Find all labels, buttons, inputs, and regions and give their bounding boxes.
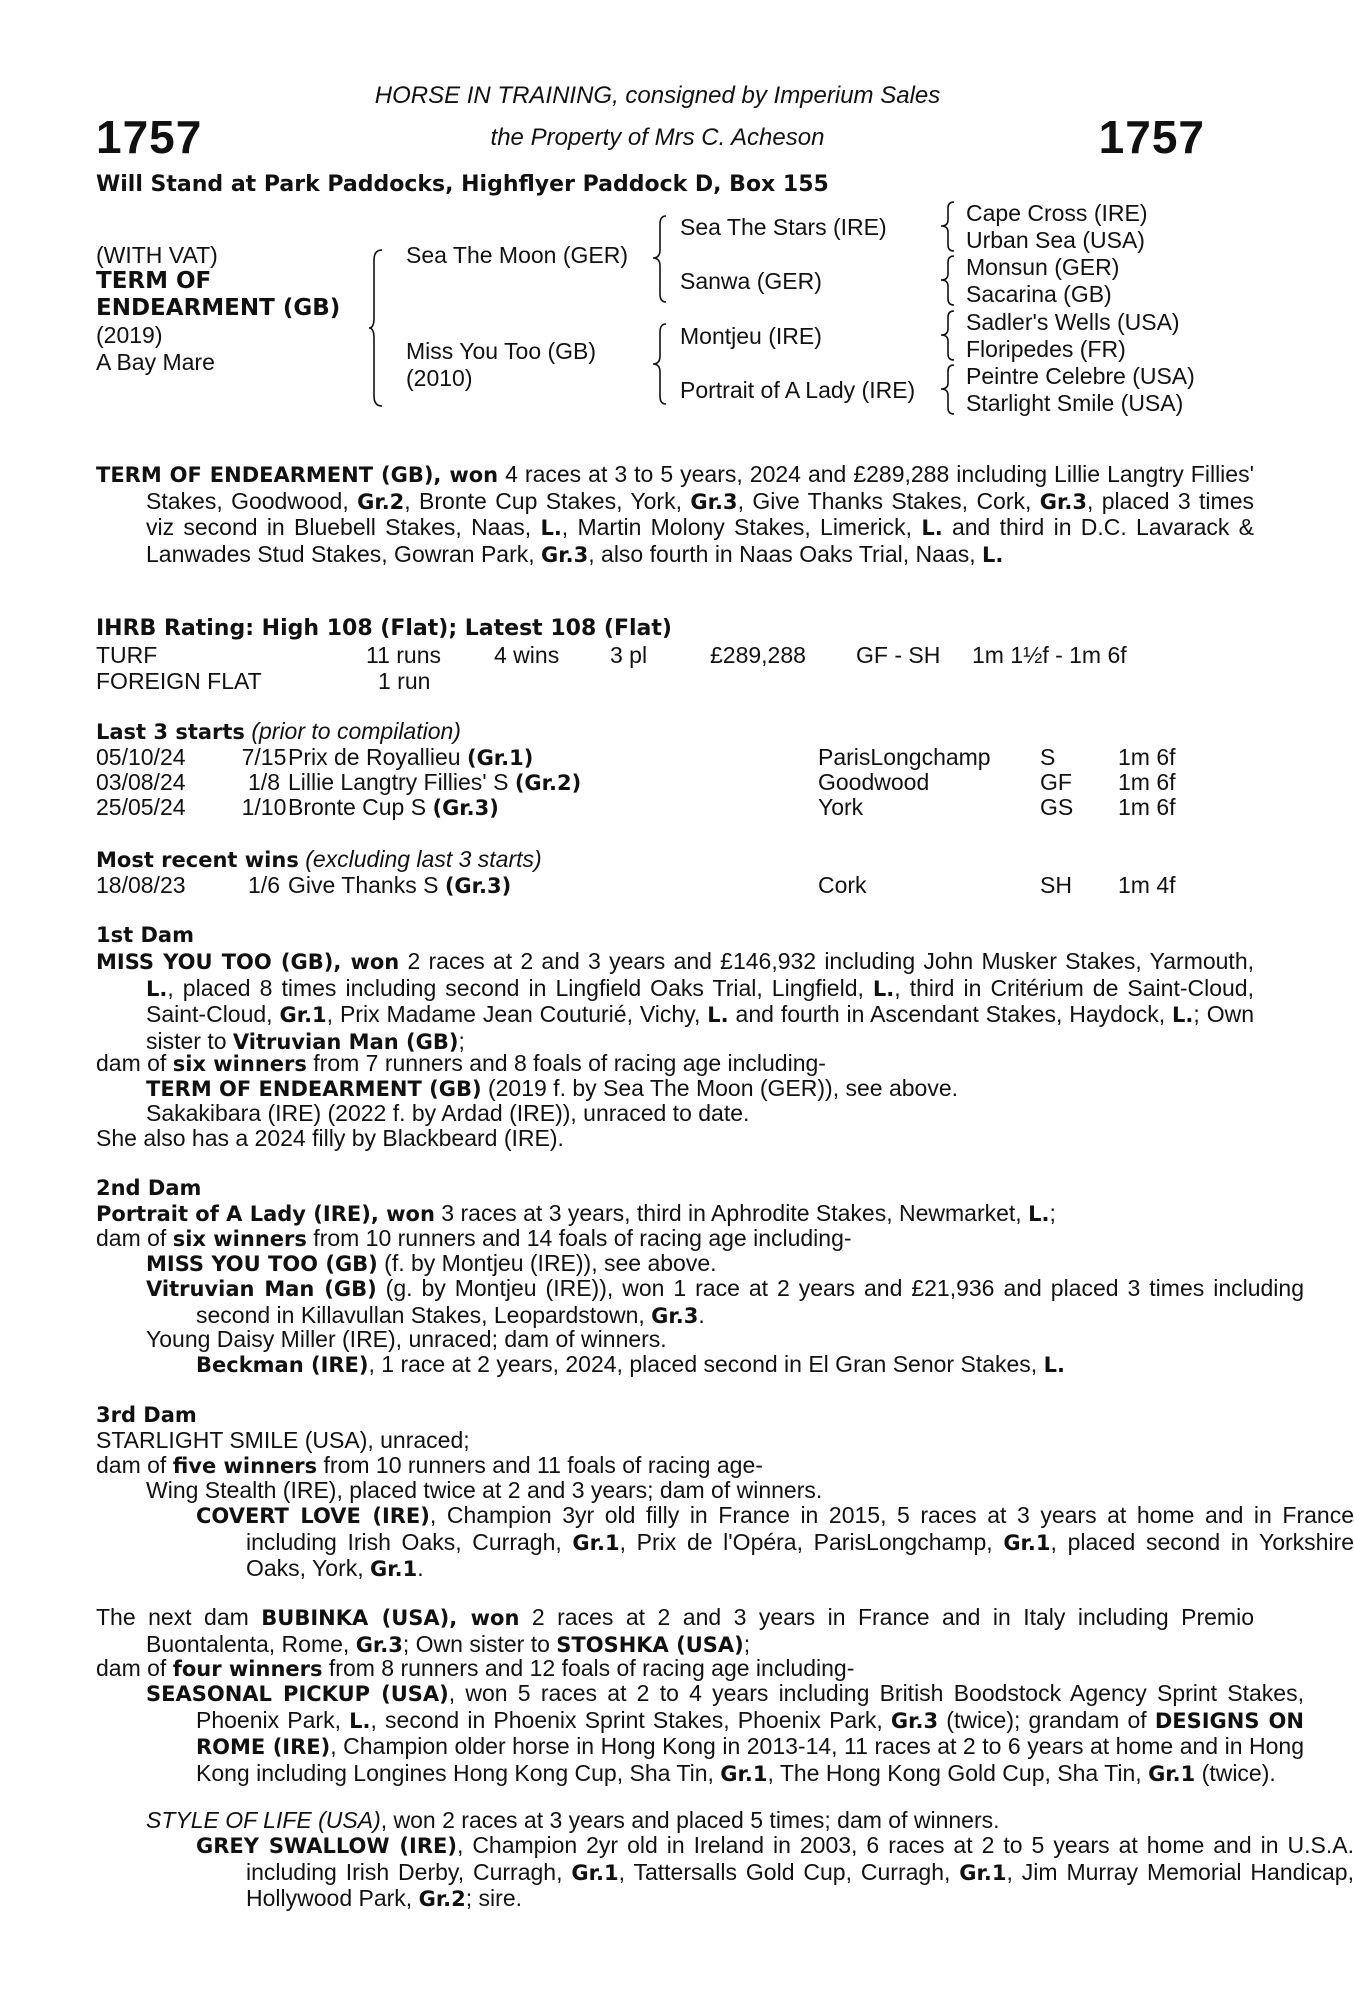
dam2-heading: 2nd Dam bbox=[96, 1176, 202, 1200]
nextdam-damof: dam of four winners from 8 runners and 12 foals of racing age including- bbox=[96, 1655, 855, 1681]
dam3-damof: dam of five winners from 10 runners and 11 foals of racing age- bbox=[96, 1452, 763, 1478]
dam2-progeny-1: MISS YOU TOO (GB) (f. by Montjeu (IRE)), see above. bbox=[146, 1250, 717, 1276]
recent-heading: Most recent wins (excluding last 3 starts) bbox=[96, 846, 542, 872]
last3-pos: 7/15 bbox=[241, 744, 287, 770]
nextdam-progeny-1: SEASONAL PICKUP (USA), won 5 races at 2 to 4 years including British Boodstock Agency Sprint Stakes, Phoenix Park, L., second in Phoenix Sprint Stakes, Phoenix Park, Gr.3 (twice); grandam of DESIGNS ON ROME (IRE), Champion older horse in Hong Kong in 2013-14, 11 races at 2 to 6 years at home and in Hong Kong including Longines Hong Kong Cup, Sha Tin, Gr.1, The Hong Kong Gold Cup, Sha Tin, Gr.1 (twice). bbox=[146, 1680, 1304, 1786]
grandparent-7: Peintre Celebre (USA) bbox=[966, 363, 1195, 389]
last3-dist: 1m 6f bbox=[1118, 769, 1176, 795]
sire: Sea The Moon (GER) bbox=[406, 242, 629, 268]
dam-sire: Montjeu (IRE) bbox=[680, 323, 822, 349]
race-summary: TERM OF ENDEARMENT (GB), won 4 races at 3 to 5 years, 2024 and £289,288 including Lillie Langtry Fillies' Stakes, Goodwood, Gr.2, Bronte Cup Stakes, York, Gr.3, Give Thanks Stakes, Cork, Gr.3, placed 3 times viz second in Bluebell Stakes, Naas, L., Martin Molony Stakes, Limerick, L. and third in D.C. Lavarack & Lanwades Stud Stakes, Gowran Park, Gr.3, also fourth in Naas Oaks Trial, Naas, L. bbox=[96, 461, 1254, 567]
pedigree-brace-5 bbox=[940, 254, 960, 308]
nextdam-progeny-3: GREY SWALLOW (IRE), Champion 2yr old in Ireland in 2003, 6 races at 2 to 5 years at home and in U.S.A. including Irish Derby, Curragh, Gr.1, Tattersalls Gold Cup, Curragh, Gr.1, Jim Murray Memorial Handicap, Hollywood Park, Gr.2; sire. bbox=[196, 1832, 1354, 1912]
nextdam-record: The next dam BUBINKA (USA), won 2 races at 2 and 3 years in France and in Italy including Premio Buontalenta, Rome, Gr.3; Own sister to STOSHKA (USA); bbox=[96, 1604, 1254, 1657]
grandparent-3: Monsun (GER) bbox=[966, 254, 1120, 280]
lot-number-left: 1757 bbox=[96, 111, 203, 163]
last3-grade: (Gr.2) bbox=[514, 771, 582, 795]
dam1-progeny-2: Sakakibara (IRE) (2022 f. by Ardad (IRE)), unraced to date. bbox=[146, 1100, 750, 1126]
last3-date: 03/08/24 bbox=[96, 769, 186, 795]
dam1-record: MISS YOU TOO (GB), won 2 races at 2 and 3 years and £146,932 including John Musker Stakes, Yarmouth, L., placed 8 times including second in Lingfield Oaks Trial, Lingfield, L., third in Critérium de Saint-Cloud, Saint-Cloud, Gr.1, Prix Madame Jean Couturié, Vichy, L. and fourth in Ascendant Stakes, Haydock, L.; Own sister to Vitruvian Man (GB); bbox=[96, 948, 1255, 1054]
last3-going: GF bbox=[1040, 769, 1072, 795]
dam1-damof: dam of six winners from 7 runners and 8 foals of racing age including- bbox=[96, 1050, 826, 1076]
last3-grade: (Gr.3) bbox=[432, 796, 499, 820]
rating-title: IHRB Rating: High 108 (Flat); Latest 108 (Flat) bbox=[96, 616, 672, 641]
pedigree-brace-7 bbox=[940, 363, 960, 417]
vat-label: (WITH VAT) bbox=[96, 242, 218, 268]
horse-name-line1: TERM OF bbox=[96, 268, 212, 294]
dam2-record: Portrait of A Lady (IRE), won 3 races at 3 years, third in Aphrodite Stakes, Newmarket, L.; bbox=[96, 1200, 1056, 1226]
dam2-progeny-3: Young Daisy Miller (IRE), unraced; dam of winners. bbox=[146, 1326, 667, 1352]
dam2-progeny-2: Vitruvian Man (GB) (g. by Montjeu (IRE)), won 1 race at 2 years and £21,936 and placed 3 times including second in Killavullan Stakes, Leopardstown, Gr.3. bbox=[146, 1275, 1305, 1328]
horse-name-line2: ENDEARMENT (GB) bbox=[96, 295, 341, 321]
stand-location: Will Stand at Park Paddocks, Highflyer Paddock D, Box 155 bbox=[96, 172, 829, 197]
sire-dam: Sanwa (GER) bbox=[680, 268, 822, 294]
grandparent-4: Sacarina (GB) bbox=[966, 281, 1112, 307]
pedigree-brace-1 bbox=[368, 248, 388, 408]
recent-dist: 1m 4f bbox=[1118, 872, 1176, 898]
last3-dist: 1m 6f bbox=[1118, 744, 1176, 770]
horse-year: (2019) bbox=[96, 322, 163, 348]
grandparent-6: Floripedes (FR) bbox=[966, 336, 1126, 362]
last3-going: GS bbox=[1040, 794, 1074, 820]
dam1-progeny-1: TERM OF ENDEARMENT (GB) (2019 f. by Sea The Moon (GER)), see above. bbox=[146, 1075, 959, 1101]
recent-date: 18/08/23 bbox=[96, 872, 186, 898]
last3-course: York bbox=[818, 794, 864, 820]
dam-year: (2010) bbox=[406, 365, 473, 391]
pedigree-brace-6 bbox=[940, 309, 960, 363]
pedigree-brace-3 bbox=[652, 322, 672, 406]
dam2-damof: dam of six winners from 10 runners and 14 foals of racing age including- bbox=[96, 1225, 852, 1251]
last3-course: Goodwood bbox=[818, 769, 930, 795]
dam3-line1: STARLIGHT SMILE (USA), unraced; bbox=[96, 1427, 470, 1453]
grandparent-2: Urban Sea (USA) bbox=[966, 227, 1145, 253]
dam3-progeny-1: Wing Stealth (IRE), placed twice at 2 and 3 years; dam of winners. bbox=[146, 1477, 823, 1503]
summary-won: won bbox=[449, 463, 499, 487]
recent-going: SH bbox=[1040, 872, 1072, 898]
last3-date: 05/10/24 bbox=[96, 744, 186, 770]
dam3-heading: 3rd Dam bbox=[96, 1403, 197, 1427]
pedigree-brace-2 bbox=[652, 214, 672, 304]
last3-pos: 1/10 bbox=[241, 794, 287, 820]
last3-race: Prix de Royallieu (Gr.1) bbox=[288, 744, 534, 770]
property-line: the Property of Mrs C. Acheson bbox=[490, 124, 825, 151]
grandparent-8: Starlight Smile (USA) bbox=[966, 390, 1184, 416]
recent-pos: 1/6 bbox=[248, 872, 280, 898]
sire-sire: Sea The Stars (IRE) bbox=[680, 214, 887, 240]
dam-dam: Portrait of A Lady (IRE) bbox=[680, 377, 916, 403]
consignment-line: HORSE IN TRAINING, consigned by Imperium Sales bbox=[374, 82, 941, 109]
pedigree-brace-4 bbox=[940, 200, 960, 254]
last3-going: S bbox=[1040, 744, 1056, 770]
dam3-progeny-2: COVERT LOVE (IRE), Champion 3yr old filly in France in 2015, 5 races at 3 years at home and in France including Irish Oaks, Curragh, Gr.1, Prix de l'Opéra, ParisLongchamp, Gr.1, placed second in Yorkshire Oaks, York, Gr.1. bbox=[196, 1502, 1354, 1582]
last3-dist: 1m 6f bbox=[1118, 794, 1176, 820]
recent-grade: (Gr.3) bbox=[444, 874, 512, 898]
last3-pos: 1/8 bbox=[248, 769, 280, 795]
last3-heading: Last 3 starts (prior to compilation) bbox=[96, 718, 461, 744]
last3-date: 25/05/24 bbox=[96, 794, 186, 820]
last3-race: Lillie Langtry Fillies' S (Gr.2) bbox=[288, 769, 582, 795]
summary-horse-name: TERM OF ENDEARMENT (GB) bbox=[96, 463, 434, 487]
nextdam-progeny-2: STYLE OF LIFE (USA), won 2 races at 3 years and placed 5 times; dam of winners. bbox=[146, 1807, 1000, 1833]
dam2-progeny-4: Beckman (IRE), 1 race at 2 years, 2024, placed second in El Gran Senor Stakes, L. bbox=[196, 1351, 1065, 1377]
dam1-also: She also has a 2024 filly by Blackbeard (IRE). bbox=[96, 1125, 564, 1151]
last3-race: Bronte Cup S (Gr.3) bbox=[288, 794, 499, 820]
recent-course: Cork bbox=[818, 872, 867, 898]
last3-course: ParisLongchamp bbox=[818, 744, 991, 770]
last3-grade: (Gr.1) bbox=[466, 746, 534, 770]
dam: Miss You Too (GB) bbox=[406, 338, 597, 364]
lot-number-right: 1757 bbox=[1098, 111, 1205, 163]
grandparent-5: Sadler's Wells (USA) bbox=[966, 309, 1180, 335]
horse-description: A Bay Mare bbox=[96, 349, 215, 375]
dam1-heading: 1st Dam bbox=[96, 923, 194, 947]
recent-race: Give Thanks S (Gr.3) bbox=[288, 872, 512, 898]
grandparent-1: Cape Cross (IRE) bbox=[966, 200, 1148, 226]
